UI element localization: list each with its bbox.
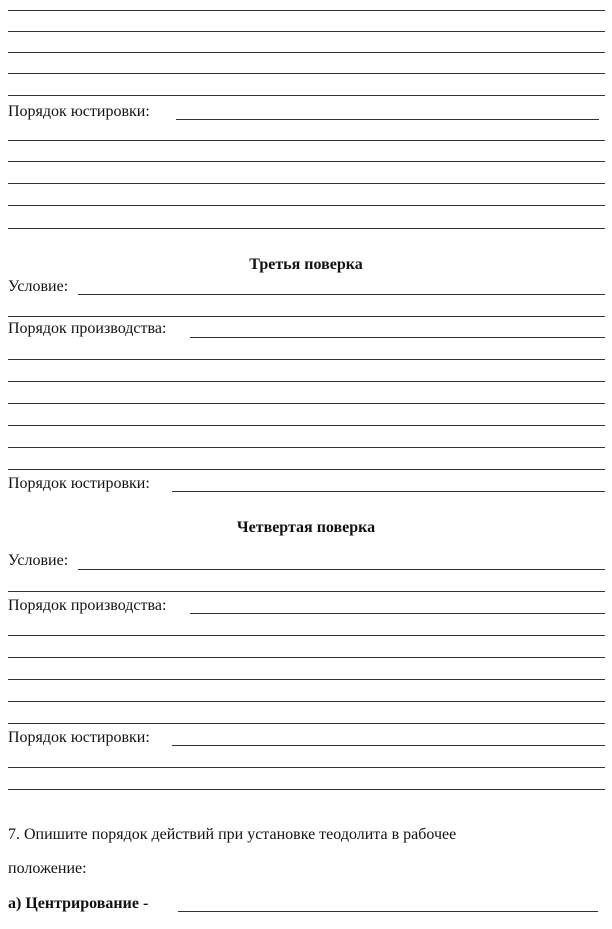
writing-line[interactable]	[8, 183, 605, 184]
adjust-label: Порядок юстировки:	[8, 475, 150, 492]
writing-line[interactable]	[8, 789, 605, 790]
writing-line[interactable]	[8, 31, 605, 32]
condition-answer-line[interactable]	[78, 569, 605, 570]
writing-line[interactable]	[8, 359, 605, 360]
writing-line[interactable]	[8, 161, 605, 162]
procedure-answer-line[interactable]	[190, 613, 605, 614]
writing-line[interactable]	[8, 591, 605, 592]
condition-answer-line[interactable]	[78, 294, 605, 295]
writing-line[interactable]	[8, 657, 605, 658]
writing-line[interactable]	[8, 425, 605, 426]
writing-line[interactable]	[8, 447, 605, 448]
writing-line[interactable]	[8, 10, 605, 11]
writing-line[interactable]	[8, 140, 605, 141]
writing-line[interactable]	[8, 205, 605, 206]
adjust-label: Порядок юстировки:	[8, 729, 150, 746]
condition-label: Условие:	[8, 278, 69, 295]
writing-line[interactable]	[8, 469, 605, 470]
writing-line[interactable]	[8, 381, 605, 382]
section-heading: Четвертая поверка	[236, 519, 376, 536]
condition-label: Условие:	[8, 552, 69, 569]
writing-line[interactable]	[8, 701, 605, 702]
writing-line[interactable]	[8, 403, 605, 404]
writing-line[interactable]	[8, 767, 605, 768]
writing-line[interactable]	[8, 679, 605, 680]
item-a-answer-line[interactable]	[178, 911, 598, 912]
procedure-label: Порядок производства:	[8, 320, 167, 337]
adjust-answer-line[interactable]	[176, 119, 599, 120]
writing-line[interactable]	[8, 723, 605, 724]
adjust-label: Порядок юстировки:	[8, 103, 150, 120]
procedure-answer-line[interactable]	[190, 337, 605, 338]
question-text-continued: положение:	[8, 860, 87, 877]
adjust-answer-line[interactable]	[172, 745, 605, 746]
writing-line[interactable]	[8, 52, 605, 53]
writing-line[interactable]	[8, 73, 605, 74]
item-a-label: а) Центрирование -	[8, 895, 149, 912]
writing-line[interactable]	[8, 316, 605, 317]
writing-line[interactable]	[8, 95, 605, 96]
writing-line[interactable]	[8, 228, 605, 229]
section-heading: Третья поверка	[249, 256, 363, 273]
adjust-answer-line[interactable]	[172, 491, 605, 492]
question-text: 7. Опишите порядок действий при установке теодолита в рабочее	[8, 826, 457, 843]
writing-line[interactable]	[8, 635, 605, 636]
procedure-label: Порядок производства:	[8, 597, 167, 614]
